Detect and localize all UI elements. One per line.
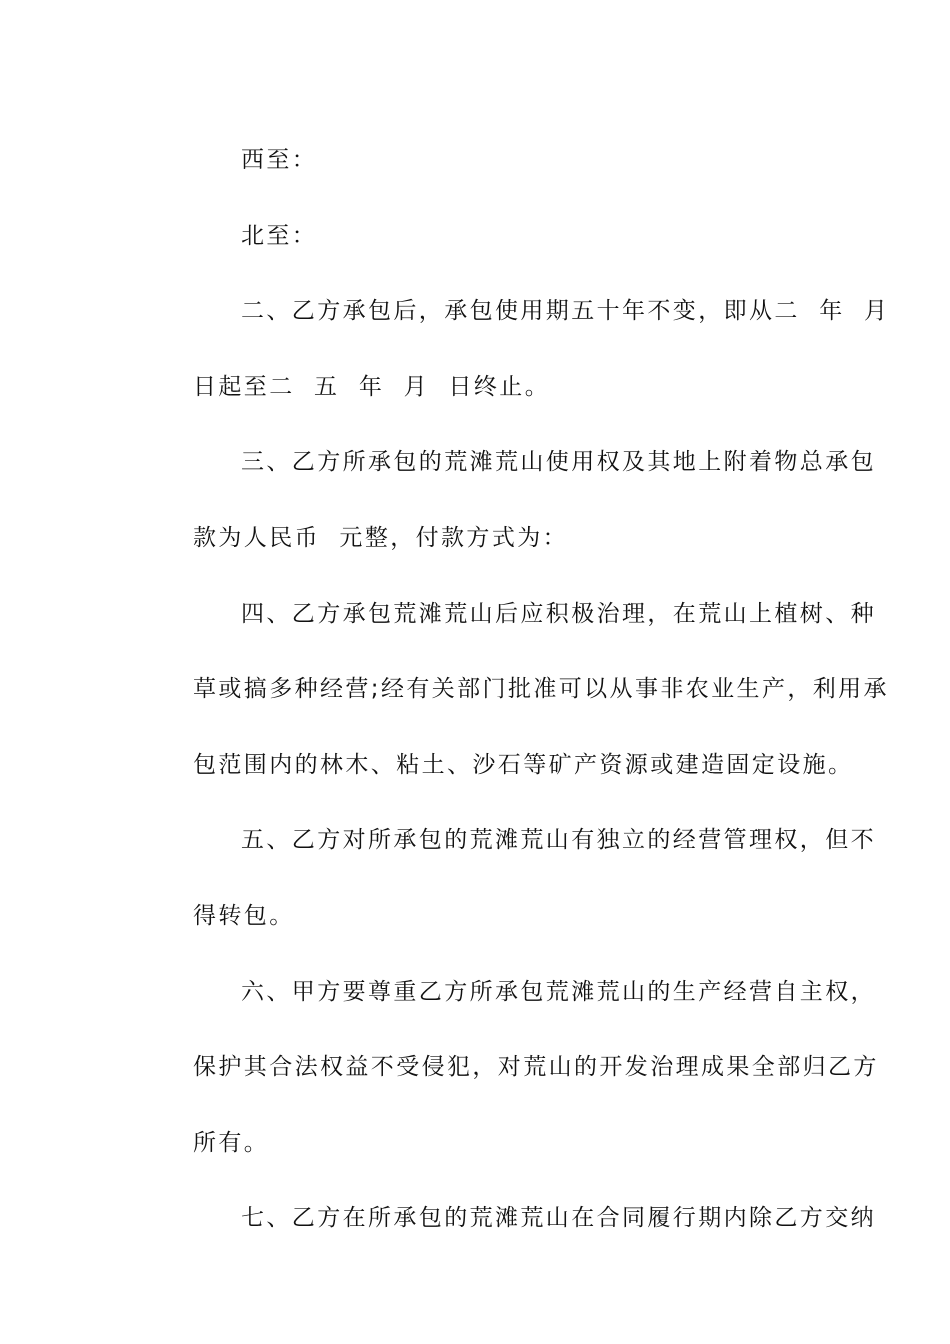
document-body — [145, 123, 890, 1257]
paragraph-clause-3 — [145, 425, 876, 576]
text-line: 七、乙方在所承包的荒滩荒山在合同履行期内除乙方交纳 — [241, 1205, 876, 1232]
paragraph-clause-2 — [145, 274, 890, 425]
paragraph-clause-6 — [145, 955, 879, 1182]
text-line: 得转包。 — [193, 902, 295, 929]
text-line: 保护其合法权益不受侵犯，对荒山的开发治理成果全部归乙方 — [193, 1054, 879, 1081]
paragraph-clause-7 — [145, 1181, 876, 1257]
text-line: 草或搞多种经营;经有关部门批准可以从事非农业生产，利用承 — [193, 676, 889, 703]
paragraph-north-boundary — [145, 199, 825, 275]
paragraph-west-boundary — [145, 123, 825, 199]
text-line: 西至： — [241, 147, 318, 173]
text-line: 二、乙方承包后，承包使用期五十年不变，即从二 年 月 — [241, 298, 890, 325]
text-line: 四、乙方承包荒滩荒山后应积极治理，在荒山上植树、种 — [241, 600, 876, 627]
text-line: 所有。 — [193, 1129, 270, 1156]
text-line: 北至： — [241, 222, 318, 249]
text-line: 款为人民币 元整，付款方式为： — [193, 524, 569, 551]
text-line: 六、甲方要尊重乙方所承包荒滩荒山的生产经营自主权， — [241, 978, 876, 1005]
text-line: 包范围内的林木、粘土、沙石等矿产资源或建造固定设施。 — [193, 751, 854, 778]
paragraph-clause-4 — [145, 577, 889, 804]
text-line: 三、乙方所承包的荒滩荒山使用权及其地上附着物总承包 — [241, 449, 876, 476]
paragraph-clause-5 — [145, 803, 876, 954]
text-line: 五、乙方对所承包的荒滩荒山有独立的经营管理权，但不 — [241, 827, 876, 854]
text-line: 日起至二 五 年 月 日终止。 — [193, 373, 551, 400]
